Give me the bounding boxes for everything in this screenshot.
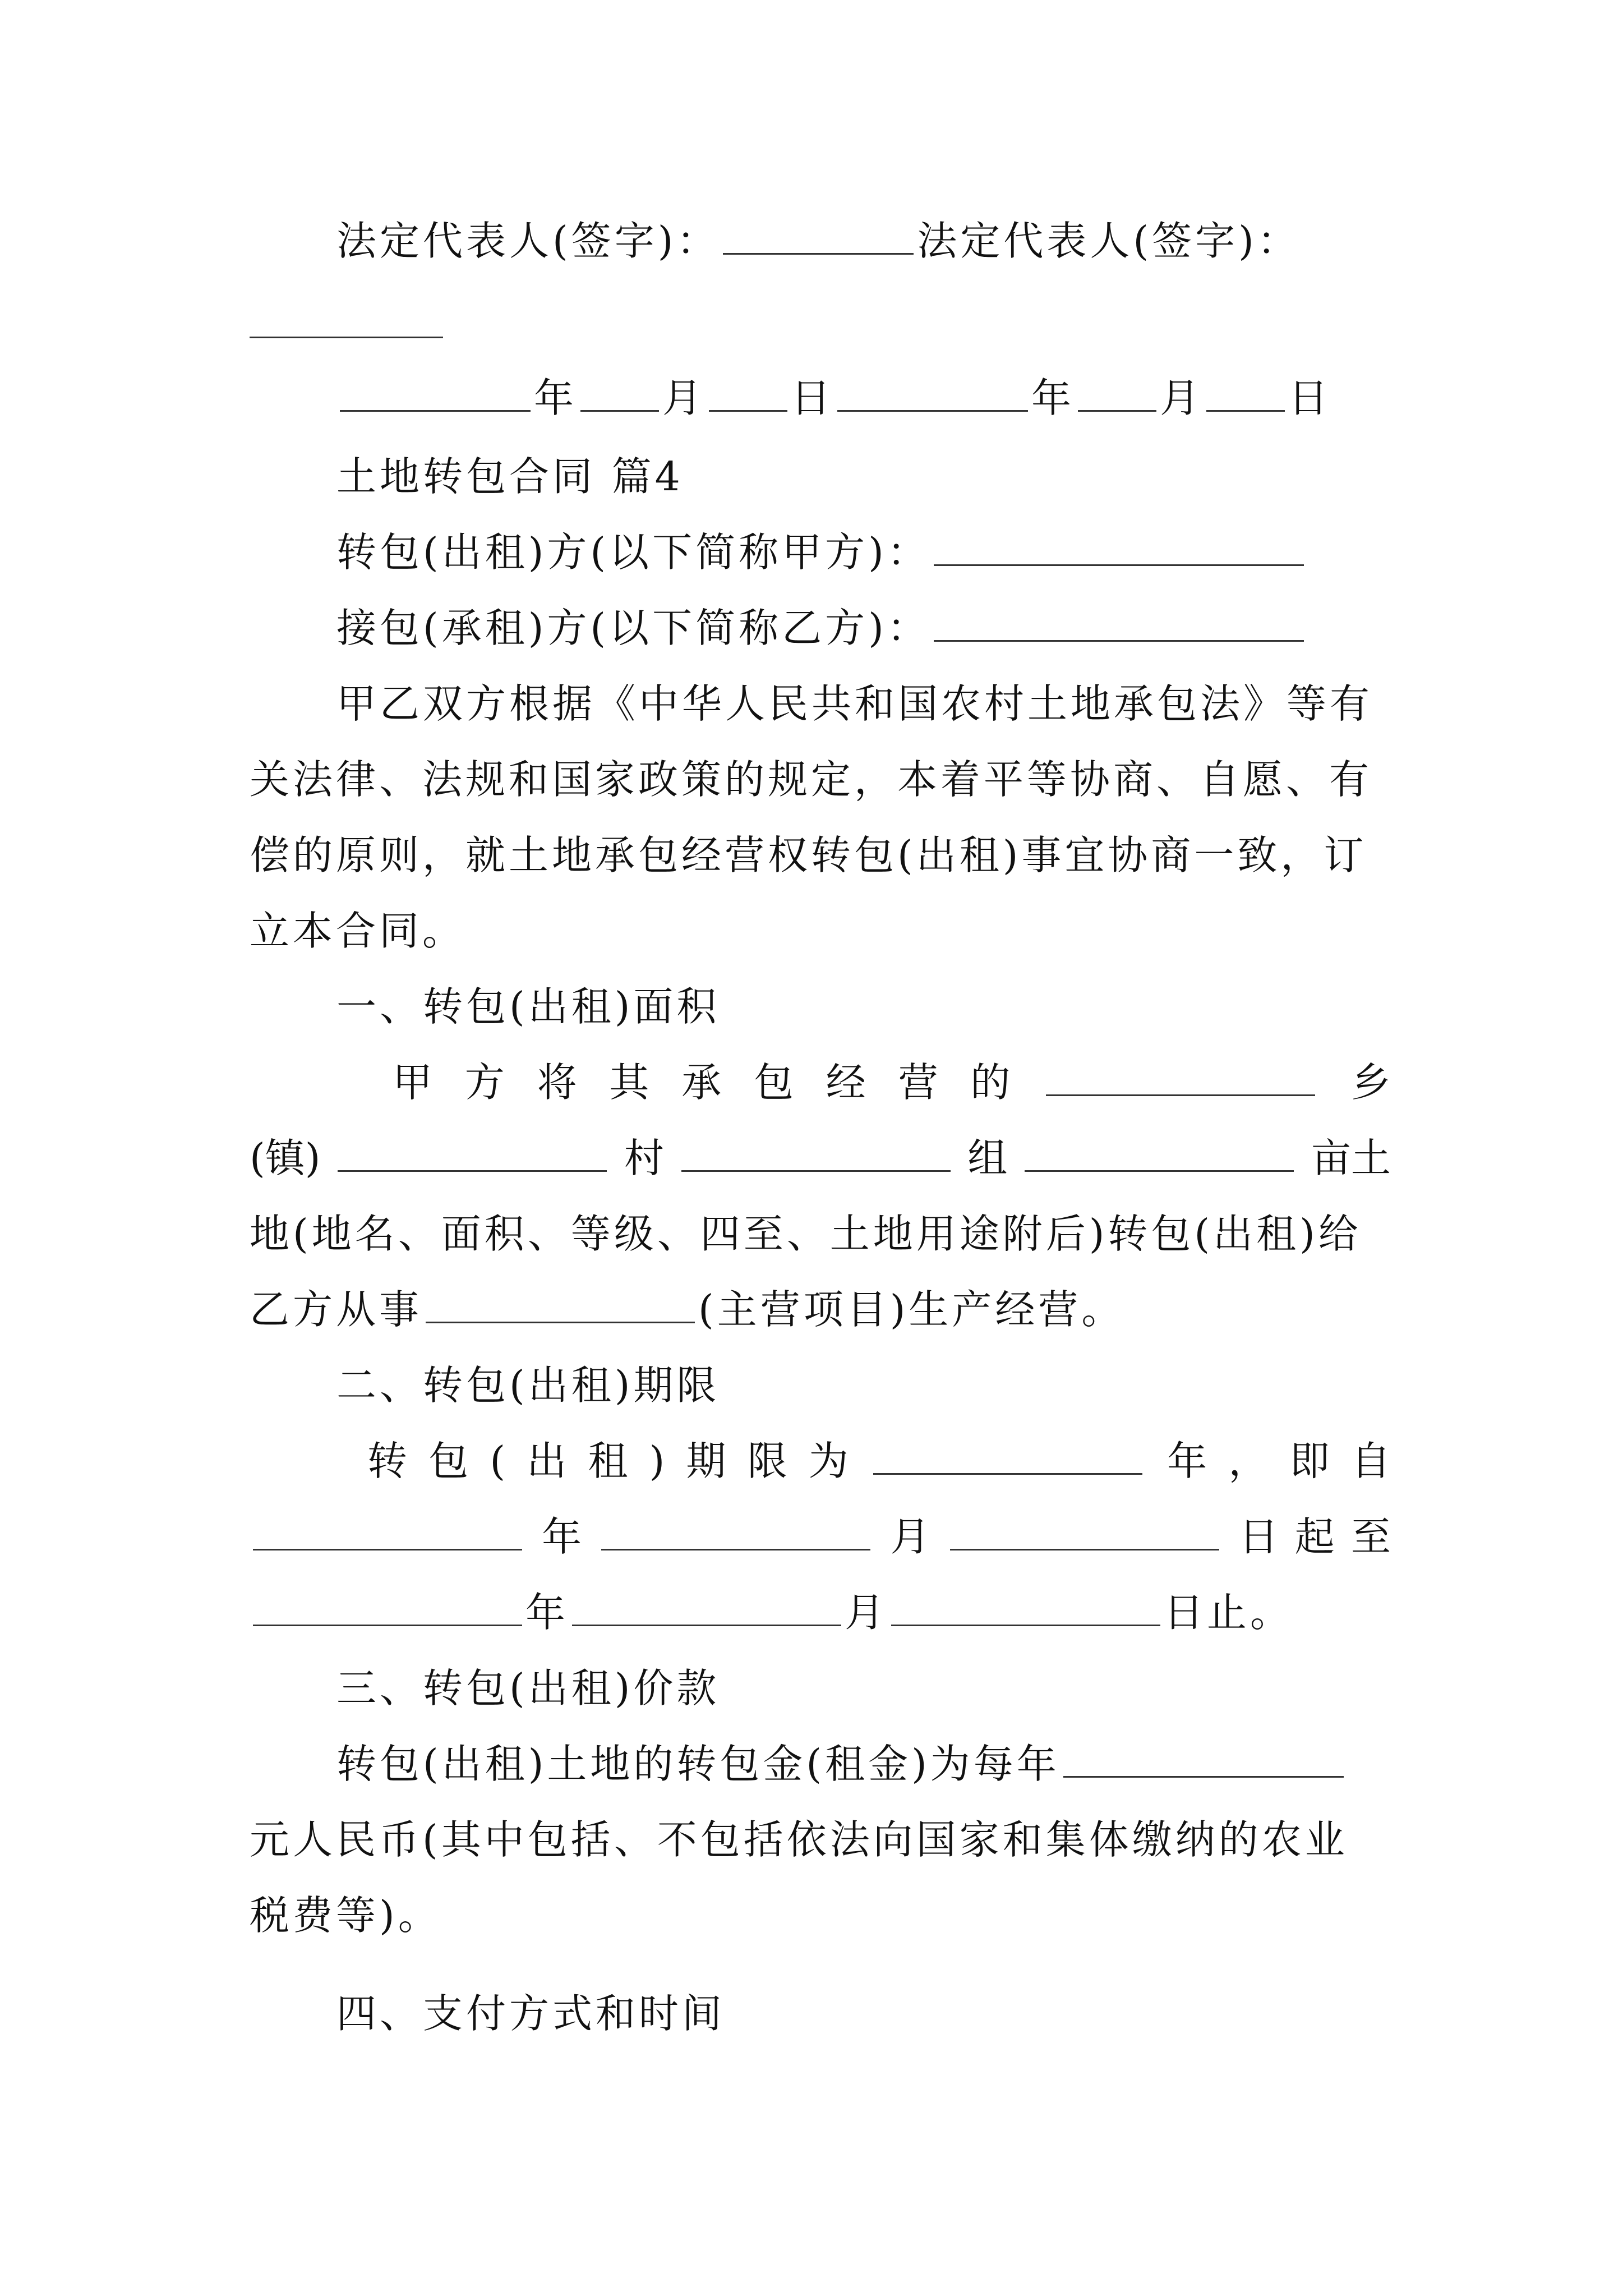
section-1-line-2 (250, 1130, 1391, 1186)
date-a-month-blank (580, 408, 659, 412)
section-2-line-1 (367, 1433, 1391, 1489)
section-3-line-1 (336, 1736, 1391, 1792)
section-1-line-3: 地(地名、面积、等级、四至、土地用途附后)转包(出租)给 (250, 1211, 1362, 1257)
start-year-blank (253, 1547, 522, 1550)
section-3-line-3: 税费等)。 (250, 1892, 441, 1939)
date-a-day-label: 日 (791, 375, 834, 421)
s1-word: 甲 (393, 1059, 433, 1106)
s2-word: 即 (1289, 1438, 1330, 1484)
township-blank (1046, 1092, 1315, 1096)
village-label: 村 (624, 1135, 664, 1181)
end-month-label: 月 (845, 1589, 888, 1636)
start-month-label: 月 (890, 1513, 930, 1560)
party-a-blank (934, 562, 1304, 566)
s1-word: 的 (970, 1059, 1011, 1106)
s1-word: 包 (753, 1059, 794, 1106)
s2-word: 包 (428, 1438, 469, 1484)
section-1-title: 一、转包(出租)面积 (336, 983, 720, 1030)
intro-line-3: 偿的原则，就土地承包经营权转包(出租)事宜协商一致，订 (250, 832, 1367, 878)
engage-label: 乙方从事 (250, 1286, 423, 1333)
intro-line-2: 关法律、法规和国家政策的规定，本着平等协商、自愿、有 (250, 756, 1373, 803)
project-blank (426, 1319, 695, 1323)
end-day-blank (891, 1622, 1160, 1626)
s2-word: 期 (686, 1438, 726, 1484)
s2-word: 转 (367, 1438, 408, 1484)
party-b-blank (934, 638, 1304, 642)
party-a-line (336, 524, 1391, 581)
s1-word: 将 (537, 1059, 577, 1106)
intro-line-1: 甲乙双方根据《中华人民共和国农村土地承包法》等有 (336, 680, 1373, 727)
s2-word: ) (649, 1438, 665, 1484)
start-month-blank (601, 1547, 870, 1550)
start-year-label: 年 (542, 1513, 582, 1560)
section-3-title: 三、转包(出租)价款 (336, 1665, 720, 1711)
group-blank (1025, 1168, 1294, 1172)
date-a-year-blank (340, 408, 531, 412)
village-blank (681, 1168, 951, 1172)
end-year-label: 年 (525, 1589, 569, 1636)
party-b-label: 接包(承租)方(以下简称乙方)： (336, 605, 930, 651)
s2-word: ， (1228, 1438, 1269, 1484)
date-a-month-label: 月 (662, 375, 706, 421)
date-b-year-label: 年 (1031, 375, 1075, 421)
date-b-month-label: 月 (1160, 375, 1204, 421)
end-month-blank (572, 1622, 841, 1626)
signature-line (336, 213, 1391, 269)
s2-word: 限 (747, 1438, 787, 1484)
legal-rep-b-blank (250, 337, 443, 338)
section-4-title: 四、支付方式和时间 (336, 1990, 726, 2037)
party-b-line (336, 600, 1391, 656)
date-a-year-label: 年 (534, 375, 578, 421)
section-2-line-2 (250, 1509, 1391, 1565)
s2-word: ( (490, 1438, 506, 1484)
s2-word: 自 (1350, 1438, 1391, 1484)
section-1-line-1 (393, 1055, 1391, 1111)
section-1-line-4 (250, 1282, 1391, 1338)
s1-word: 乡 (1350, 1059, 1391, 1106)
s2-word: 起 (1294, 1513, 1335, 1560)
section-2-line-3 (250, 1585, 1391, 1641)
date-line (336, 370, 1391, 426)
s2-word: 租 (588, 1438, 628, 1484)
s1-word: 其 (609, 1059, 649, 1106)
date-a-day-blank (709, 408, 787, 412)
s2-word: 至 (1350, 1513, 1391, 1560)
rent-blank (1063, 1774, 1344, 1778)
date-b-year-blank (837, 408, 1028, 412)
s1-word: 方 (464, 1059, 505, 1106)
legal-rep-b-label: 法定代表人(签字)： (917, 218, 1301, 264)
legal-rep-a-label: 法定代表人(签字)： (336, 218, 720, 264)
project-label: (主营项目)生产经营。 (698, 1286, 1125, 1333)
legal-rep-a-blank (723, 251, 914, 255)
date-b-month-blank (1078, 408, 1156, 412)
rent-label: 转包(出租)土地的转包金(租金)为每年 (336, 1741, 1060, 1787)
s1-word: 营 (898, 1059, 938, 1106)
s1-word: 经 (826, 1059, 866, 1106)
party-a-label: 转包(出租)方(以下简称甲方)： (336, 529, 930, 576)
s2-word: 出 (527, 1438, 567, 1484)
start-day-blank (950, 1547, 1219, 1550)
start-day-label: 日 (1238, 1513, 1279, 1560)
group-label: 组 (967, 1135, 1008, 1181)
date-b-day-blank (1206, 408, 1285, 412)
section-3-line-2: 元人民币(其中包括、不包括依法向国家和集体缴纳的农业 (250, 1816, 1348, 1863)
s2-word: 为 (808, 1438, 849, 1484)
end-day-label: 日止。 (1164, 1589, 1294, 1636)
term-years-blank (873, 1471, 1142, 1475)
section-2-title: 二、转包(出租)期限 (336, 1362, 720, 1409)
s1-word: 承 (681, 1059, 722, 1106)
town-blank (338, 1168, 607, 1172)
intro-line-4: 立本合同。 (250, 908, 466, 954)
town-label: (镇) (250, 1135, 321, 1181)
mu-label: 亩土 (1311, 1135, 1391, 1181)
end-year-blank (253, 1622, 522, 1626)
date-b-day-label: 日 (1288, 375, 1332, 421)
s2-word: 年 (1167, 1438, 1207, 1484)
contract-heading: 土地转包合同 篇4 (336, 453, 684, 500)
